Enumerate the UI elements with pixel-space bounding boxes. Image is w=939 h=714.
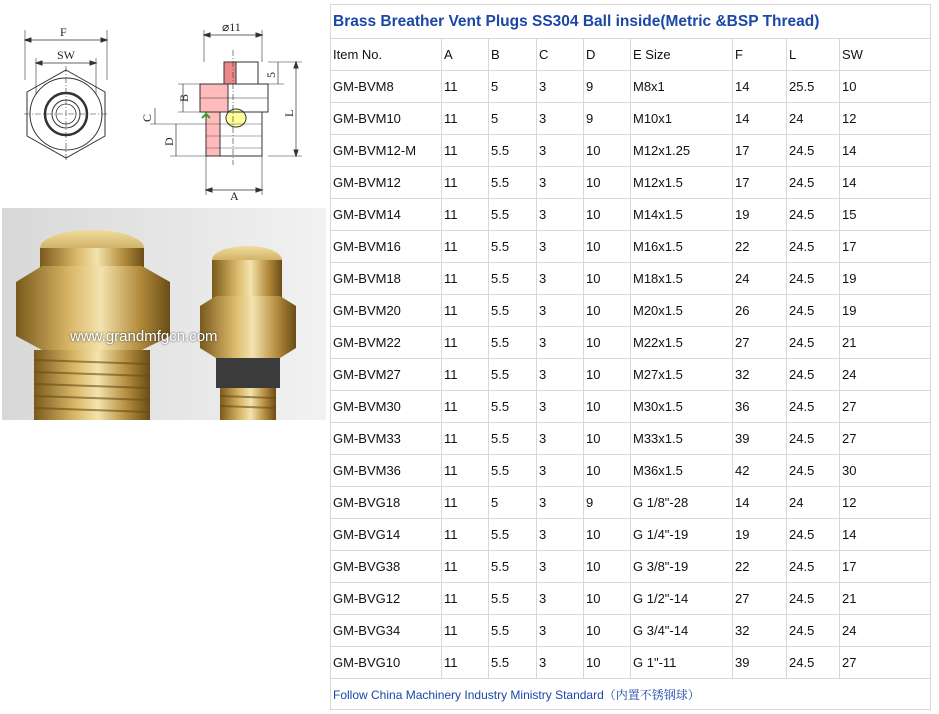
cell-c: 3 [537, 71, 584, 103]
cell-f: 22 [733, 231, 787, 263]
cell-b: 5.5 [489, 263, 537, 295]
cell-sw: 30 [840, 455, 931, 487]
table-row [331, 615, 931, 647]
cell-sw: 21 [840, 327, 931, 359]
cell-b: 5.5 [489, 359, 537, 391]
cell-c: 3 [537, 103, 584, 135]
cell-f: 19 [733, 519, 787, 551]
cell-c: 3 [537, 551, 584, 583]
label-sw: SW [57, 48, 75, 62]
cell-item-no: GM-BVG10 [331, 647, 442, 679]
table-row [331, 199, 931, 231]
cell-sw: 14 [840, 135, 931, 167]
table-row [331, 583, 931, 615]
cell-a: 11 [442, 615, 489, 647]
cell-c: 3 [537, 167, 584, 199]
cell-e-size: M12x1.25 [631, 135, 733, 167]
cell-b: 5.5 [489, 519, 537, 551]
cell-sw: 24 [840, 615, 931, 647]
cell-c: 3 [537, 327, 584, 359]
cell-d: 9 [584, 487, 631, 519]
cell-f: 24 [733, 263, 787, 295]
cell-e-size: G 1"-11 [631, 647, 733, 679]
cell-l: 24.5 [787, 263, 840, 295]
cell-item-no: GM-BVG34 [331, 615, 442, 647]
cell-b: 5.5 [489, 231, 537, 263]
cell-l: 24.5 [787, 423, 840, 455]
cell-d: 10 [584, 455, 631, 487]
cell-sw: 17 [840, 551, 931, 583]
cell-e-size: G 1/8"-28 [631, 487, 733, 519]
cell-c: 3 [537, 263, 584, 295]
cell-a: 11 [442, 551, 489, 583]
cell-f: 14 [733, 487, 787, 519]
spec-table [330, 4, 931, 710]
cell-d: 10 [584, 647, 631, 679]
header-b: B [489, 39, 537, 71]
cell-c: 3 [537, 295, 584, 327]
cell-e-size: M10x1 [631, 103, 733, 135]
table-row [331, 231, 931, 263]
header-item-no: Item No. [331, 39, 442, 71]
cell-b: 5.5 [489, 135, 537, 167]
cell-a: 11 [442, 519, 489, 551]
cell-item-no: GM-BVM14 [331, 199, 442, 231]
cell-b: 5 [489, 487, 537, 519]
cell-e-size: M27x1.5 [631, 359, 733, 391]
table-row [331, 71, 931, 103]
table-row [331, 359, 931, 391]
cell-b: 5 [489, 71, 537, 103]
table-row [331, 103, 931, 135]
cell-a: 11 [442, 295, 489, 327]
table-title: Brass Breather Vent Plugs SS304 Ball inside(Metric &BSP Thread) [331, 5, 931, 39]
cell-d: 10 [584, 583, 631, 615]
label-dia: ⌀11 [222, 20, 241, 34]
cell-l: 24.5 [787, 167, 840, 199]
cell-e-size: M36x1.5 [631, 455, 733, 487]
cell-f: 17 [733, 167, 787, 199]
cell-b: 5.5 [489, 295, 537, 327]
cell-c: 3 [537, 487, 584, 519]
table-row [331, 647, 931, 679]
cell-d: 10 [584, 167, 631, 199]
cell-sw: 14 [840, 519, 931, 551]
header-e-size: E Size [631, 39, 733, 71]
cell-a: 11 [442, 103, 489, 135]
cell-a: 11 [442, 231, 489, 263]
cell-item-no: GM-BVG18 [331, 487, 442, 519]
table-footer-row [331, 679, 931, 710]
cell-b: 5.5 [489, 327, 537, 359]
cell-f: 19 [733, 199, 787, 231]
cell-b: 5 [489, 103, 537, 135]
cell-e-size: M16x1.5 [631, 231, 733, 263]
cell-l: 24.5 [787, 551, 840, 583]
cell-d: 10 [584, 135, 631, 167]
table-row [331, 135, 931, 167]
cell-l: 24 [787, 487, 840, 519]
table-row [331, 455, 931, 487]
cell-b: 5.5 [489, 167, 537, 199]
cell-c: 3 [537, 135, 584, 167]
label-c: C [140, 113, 154, 122]
cell-c: 3 [537, 455, 584, 487]
header-a: A [442, 39, 489, 71]
cell-a: 11 [442, 71, 489, 103]
cell-a: 11 [442, 199, 489, 231]
cell-b: 5.5 [489, 199, 537, 231]
cell-item-no: GM-BVM18 [331, 263, 442, 295]
cell-l: 24.5 [787, 327, 840, 359]
cell-item-no: GM-BVM12 [331, 167, 442, 199]
cell-item-no: GM-BVM27 [331, 359, 442, 391]
label-l: L [282, 109, 296, 117]
label-a: A [230, 189, 239, 203]
cell-sw: 27 [840, 423, 931, 455]
cell-f: 39 [733, 647, 787, 679]
cell-a: 11 [442, 647, 489, 679]
cell-e-size: M8x1 [631, 71, 733, 103]
cell-c: 3 [537, 583, 584, 615]
cell-f: 36 [733, 391, 787, 423]
cell-b: 5.5 [489, 647, 537, 679]
cell-b: 5.5 [489, 423, 537, 455]
cell-item-no: GM-BVM8 [331, 71, 442, 103]
table-row [331, 519, 931, 551]
table-row [331, 423, 931, 455]
table-row [331, 295, 931, 327]
cell-a: 11 [442, 135, 489, 167]
cell-f: 27 [733, 583, 787, 615]
cell-d: 10 [584, 295, 631, 327]
cell-d: 10 [584, 423, 631, 455]
header-sw: SW [840, 39, 931, 71]
cell-sw: 27 [840, 647, 931, 679]
cell-e-size: M22x1.5 [631, 327, 733, 359]
cell-c: 3 [537, 359, 584, 391]
cell-e-size: G 1/2"-14 [631, 583, 733, 615]
cell-f: 14 [733, 71, 787, 103]
header-l: L [787, 39, 840, 71]
cell-c: 3 [537, 199, 584, 231]
cell-e-size: M20x1.5 [631, 295, 733, 327]
cell-f: 26 [733, 295, 787, 327]
cell-sw: 14 [840, 167, 931, 199]
cell-item-no: GM-BVM30 [331, 391, 442, 423]
cell-item-no: GM-BVM22 [331, 327, 442, 359]
cell-d: 10 [584, 263, 631, 295]
cell-d: 10 [584, 199, 631, 231]
watermark-text: www.grandmfgcn.com [70, 328, 218, 345]
cell-b: 5.5 [489, 583, 537, 615]
cell-d: 10 [584, 615, 631, 647]
cell-b: 5.5 [489, 455, 537, 487]
left-panel [0, 0, 330, 714]
cell-l: 24.5 [787, 391, 840, 423]
cell-e-size: G 3/8"-19 [631, 551, 733, 583]
cell-e-size: M12x1.5 [631, 167, 733, 199]
cell-c: 3 [537, 615, 584, 647]
brass-plugs-image [2, 208, 326, 420]
cell-sw: 12 [840, 487, 931, 519]
cell-l: 25.5 [787, 71, 840, 103]
cell-f: 27 [733, 327, 787, 359]
table-row [331, 551, 931, 583]
label-f: F [60, 25, 67, 39]
cell-d: 10 [584, 359, 631, 391]
cell-b: 5.5 [489, 391, 537, 423]
cell-c: 3 [537, 391, 584, 423]
cell-e-size: G 3/4"-14 [631, 615, 733, 647]
cell-item-no: GM-BVM10 [331, 103, 442, 135]
cell-item-no: GM-BVM12-M [331, 135, 442, 167]
cell-e-size: M33x1.5 [631, 423, 733, 455]
table-row [331, 167, 931, 199]
cell-l: 24.5 [787, 231, 840, 263]
cell-b: 5.5 [489, 615, 537, 647]
cell-e-size: G 1/4"-19 [631, 519, 733, 551]
cell-e-size: M18x1.5 [631, 263, 733, 295]
cell-f: 42 [733, 455, 787, 487]
cell-c: 3 [537, 231, 584, 263]
cell-sw: 21 [840, 583, 931, 615]
cell-item-no: GM-BVM36 [331, 455, 442, 487]
cell-l: 24.5 [787, 519, 840, 551]
label-d: D [162, 137, 176, 146]
cell-f: 17 [733, 135, 787, 167]
cell-f: 32 [733, 615, 787, 647]
table-row [331, 327, 931, 359]
cell-f: 39 [733, 423, 787, 455]
cell-c: 3 [537, 647, 584, 679]
cell-a: 11 [442, 167, 489, 199]
cell-item-no: GM-BVM20 [331, 295, 442, 327]
cell-sw: 24 [840, 359, 931, 391]
cell-item-no: GM-BVM16 [331, 231, 442, 263]
cell-sw: 19 [840, 263, 931, 295]
cell-e-size: M30x1.5 [631, 391, 733, 423]
product-photo [2, 208, 326, 420]
table-footer: Follow China Machinery Industry Ministry Standard（内置不锈钢球） [331, 679, 931, 710]
cell-sw: 19 [840, 295, 931, 327]
technical-drawing [0, 0, 330, 205]
cell-l: 24.5 [787, 455, 840, 487]
cell-a: 11 [442, 391, 489, 423]
header-c: C [537, 39, 584, 71]
cell-f: 14 [733, 103, 787, 135]
cell-a: 11 [442, 455, 489, 487]
header-d: D [584, 39, 631, 71]
cell-l: 24.5 [787, 135, 840, 167]
table-row [331, 391, 931, 423]
table-title-row [331, 5, 931, 39]
cell-a: 11 [442, 359, 489, 391]
cell-a: 11 [442, 487, 489, 519]
cell-l: 24 [787, 103, 840, 135]
cell-item-no: GM-BVM33 [331, 423, 442, 455]
cell-e-size: M14x1.5 [631, 199, 733, 231]
cell-f: 22 [733, 551, 787, 583]
table-row [331, 487, 931, 519]
table-header-row [331, 39, 931, 71]
label-five: 5 [264, 72, 278, 78]
cell-a: 11 [442, 263, 489, 295]
cell-d: 10 [584, 551, 631, 583]
cell-sw: 10 [840, 71, 931, 103]
cell-l: 24.5 [787, 647, 840, 679]
cell-f: 32 [733, 359, 787, 391]
cell-a: 11 [442, 583, 489, 615]
cell-d: 10 [584, 231, 631, 263]
cell-item-no: GM-BVG14 [331, 519, 442, 551]
cell-d: 10 [584, 327, 631, 359]
cell-item-no: GM-BVG12 [331, 583, 442, 615]
cell-sw: 12 [840, 103, 931, 135]
cell-item-no: GM-BVG38 [331, 551, 442, 583]
cell-d: 10 [584, 519, 631, 551]
header-f: F [733, 39, 787, 71]
cell-l: 24.5 [787, 583, 840, 615]
cell-l: 24.5 [787, 615, 840, 647]
cell-l: 24.5 [787, 199, 840, 231]
cell-sw: 27 [840, 391, 931, 423]
cell-a: 11 [442, 327, 489, 359]
table-row [331, 263, 931, 295]
cell-l: 24.5 [787, 359, 840, 391]
label-b: B [177, 93, 191, 102]
cell-d: 9 [584, 71, 631, 103]
cell-b: 5.5 [489, 551, 537, 583]
cell-l: 24.5 [787, 295, 840, 327]
cell-a: 11 [442, 423, 489, 455]
cell-c: 3 [537, 519, 584, 551]
cell-c: 3 [537, 423, 584, 455]
cell-d: 9 [584, 103, 631, 135]
cell-d: 10 [584, 391, 631, 423]
cell-sw: 17 [840, 231, 931, 263]
cell-sw: 15 [840, 199, 931, 231]
